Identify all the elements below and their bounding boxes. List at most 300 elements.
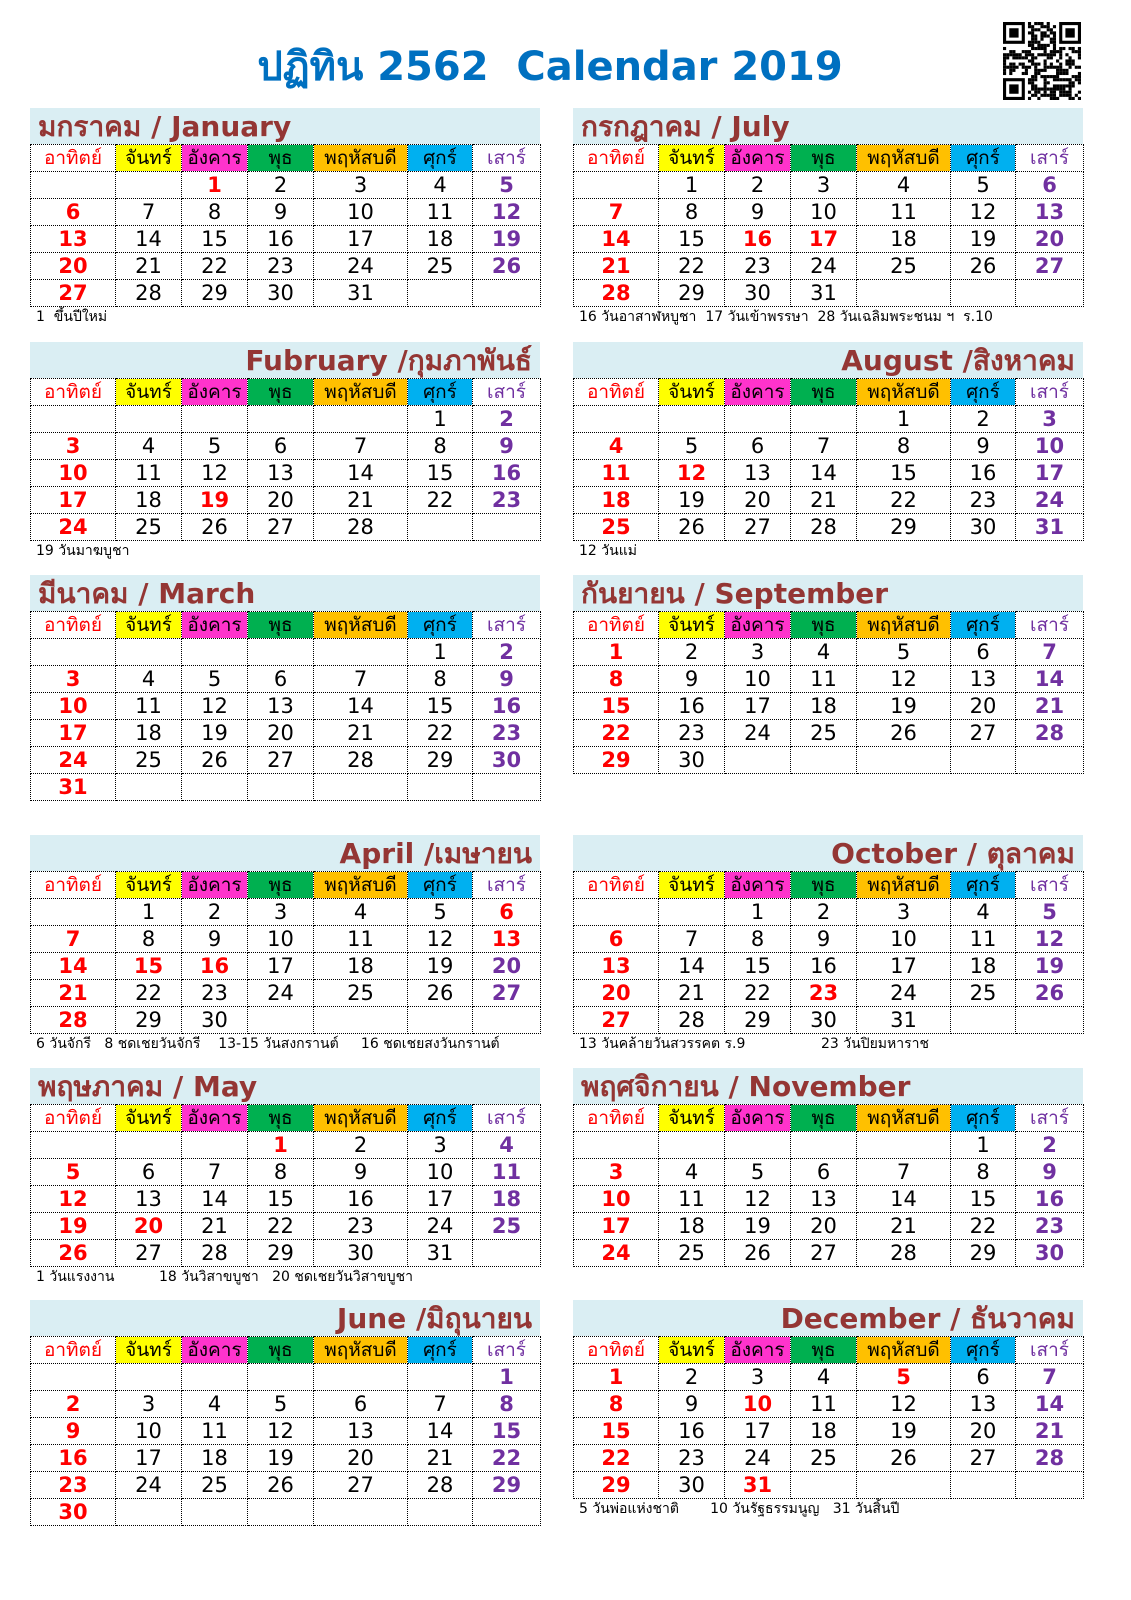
weekday-header: เสาร์ (1016, 872, 1084, 899)
empty-cell (408, 1499, 473, 1526)
day-cell: 11 (857, 199, 951, 226)
day-cell: 18 (857, 226, 951, 253)
empty-cell (31, 1364, 116, 1391)
day-cell: 1 (248, 1132, 314, 1159)
day-cell: 15 (248, 1186, 314, 1213)
weekday-header: พฤหัสบดี (314, 379, 408, 406)
day-cell: 7 (1016, 639, 1084, 666)
empty-cell (248, 1499, 314, 1526)
day-cell: 2 (951, 406, 1016, 433)
day-cell: 6 (116, 1159, 182, 1186)
day-cell: 19 (31, 1213, 116, 1240)
week-row (574, 639, 1084, 666)
day-cell: 12 (951, 199, 1016, 226)
week-row (31, 1159, 541, 1186)
day-cell: 22 (408, 487, 473, 514)
day-cell: 19 (408, 953, 473, 980)
day-cell: 19 (857, 693, 951, 720)
week-row (31, 460, 541, 487)
day-cell: 5 (857, 1364, 951, 1391)
day-cell: 18 (314, 953, 408, 980)
day-cell: 24 (116, 1472, 182, 1499)
day-cell: 31 (857, 1007, 951, 1034)
day-cell: 29 (248, 1240, 314, 1267)
day-cell: 22 (574, 1445, 659, 1472)
day-cell: 26 (857, 720, 951, 747)
day-cell: 25 (182, 1472, 248, 1499)
weekday-header: พุธ (248, 1105, 314, 1132)
day-cell: 6 (248, 433, 314, 460)
weekday-header: อังคาร (725, 1105, 791, 1132)
day-cell: 1 (473, 1364, 541, 1391)
day-cell: 8 (659, 199, 725, 226)
day-cell: 6 (574, 926, 659, 953)
day-cell: 14 (1016, 1391, 1084, 1418)
month-grid (573, 378, 1084, 541)
day-cell: 7 (659, 926, 725, 953)
day-cell: 22 (659, 253, 725, 280)
day-cell: 10 (31, 693, 116, 720)
day-cell: 26 (1016, 980, 1084, 1007)
empty-cell (248, 639, 314, 666)
day-cell: 7 (314, 666, 408, 693)
day-cell: 10 (725, 1391, 791, 1418)
week-row (574, 899, 1084, 926)
day-cell: 9 (31, 1418, 116, 1445)
day-cell: 17 (857, 953, 951, 980)
day-cell: 2 (473, 406, 541, 433)
day-cell: 22 (951, 1213, 1016, 1240)
day-cell: 7 (574, 199, 659, 226)
week-row (574, 406, 1084, 433)
day-cell: 4 (791, 639, 857, 666)
day-cell: 5 (182, 433, 248, 460)
day-cell: 14 (31, 953, 116, 980)
day-cell: 15 (951, 1186, 1016, 1213)
day-cell: 16 (473, 693, 541, 720)
week-row (31, 1499, 541, 1526)
day-cell: 11 (408, 199, 473, 226)
day-cell: 7 (408, 1391, 473, 1418)
empty-cell (574, 172, 659, 199)
day-cell: 27 (248, 514, 314, 541)
day-cell: 11 (574, 460, 659, 487)
day-cell: 2 (182, 899, 248, 926)
month-title: December / ธันวาคม (573, 1300, 1083, 1336)
day-cell: 26 (659, 514, 725, 541)
holiday-note: 1 ขึ้นปีใหม่ (36, 309, 108, 325)
month-grid (573, 1336, 1084, 1499)
empty-cell (857, 280, 951, 307)
empty-cell (857, 1132, 951, 1159)
day-cell: 29 (951, 1240, 1016, 1267)
weekday-header: พุธ (791, 1337, 857, 1364)
day-cell: 24 (1016, 487, 1084, 514)
day-cell: 16 (473, 460, 541, 487)
empty-cell (116, 1499, 182, 1526)
month-grid (573, 144, 1084, 307)
weekday-header: จันทร์ (116, 612, 182, 639)
day-cell: 16 (951, 460, 1016, 487)
qr-code-icon (1003, 22, 1081, 100)
week-row (31, 980, 541, 1007)
day-cell: 7 (1016, 1364, 1084, 1391)
weekday-header: อังคาร (725, 872, 791, 899)
week-row (574, 747, 1084, 774)
day-cell: 11 (473, 1159, 541, 1186)
day-cell: 2 (659, 1364, 725, 1391)
week-row (31, 253, 541, 280)
week-row (31, 1445, 541, 1472)
weekday-header: พฤหัสบดี (857, 379, 951, 406)
empty-cell (791, 406, 857, 433)
day-cell: 1 (408, 406, 473, 433)
weekday-header: พฤหัสบดี (857, 1337, 951, 1364)
day-cell: 26 (857, 1445, 951, 1472)
day-cell: 5 (725, 1159, 791, 1186)
weekday-header: เสาร์ (1016, 379, 1084, 406)
day-cell: 11 (791, 666, 857, 693)
day-cell: 22 (182, 253, 248, 280)
empty-cell (182, 774, 248, 801)
weekday-header: เสาร์ (1016, 1105, 1084, 1132)
day-cell: 17 (248, 953, 314, 980)
day-cell: 28 (314, 747, 408, 774)
day-cell: 1 (116, 899, 182, 926)
day-cell: 12 (31, 1186, 116, 1213)
day-cell: 19 (473, 226, 541, 253)
empty-cell (725, 1132, 791, 1159)
day-cell: 22 (574, 720, 659, 747)
week-row (574, 226, 1084, 253)
day-cell: 3 (31, 666, 116, 693)
month-12 (573, 1300, 1083, 1519)
day-cell: 17 (116, 1445, 182, 1472)
week-row (31, 487, 541, 514)
day-cell: 30 (248, 280, 314, 307)
holiday-note: 1 วันแรงงาน 18 วันวิสาขบูชา 20 ชดเชยวันวิสาขบูชา (36, 1269, 413, 1285)
day-cell: 20 (951, 693, 1016, 720)
day-cell: 8 (574, 666, 659, 693)
weekday-header: อาทิตย์ (31, 145, 116, 172)
month-title: พฤษภาคม / May (30, 1068, 540, 1104)
day-cell: 4 (182, 1391, 248, 1418)
empty-cell (473, 1007, 541, 1034)
day-cell: 2 (725, 172, 791, 199)
week-row (574, 1391, 1084, 1418)
day-cell: 20 (951, 1418, 1016, 1445)
empty-cell (182, 1499, 248, 1526)
day-cell: 15 (574, 1418, 659, 1445)
day-cell: 16 (248, 226, 314, 253)
empty-cell (116, 1132, 182, 1159)
day-cell: 29 (408, 747, 473, 774)
empty-cell (473, 514, 541, 541)
day-cell: 20 (314, 1445, 408, 1472)
day-cell: 12 (659, 460, 725, 487)
day-cell: 25 (791, 1445, 857, 1472)
week-row (574, 280, 1084, 307)
day-cell: 19 (248, 1445, 314, 1472)
day-cell: 6 (1016, 172, 1084, 199)
day-cell: 12 (248, 1418, 314, 1445)
day-cell: 25 (314, 980, 408, 1007)
day-cell: 15 (408, 460, 473, 487)
weekday-header: อาทิตย์ (574, 1105, 659, 1132)
day-cell: 13 (31, 226, 116, 253)
day-cell: 21 (1016, 1418, 1084, 1445)
empty-cell (408, 514, 473, 541)
day-cell: 3 (574, 1159, 659, 1186)
week-row (31, 406, 541, 433)
weekday-header: อาทิตย์ (574, 1337, 659, 1364)
weekday-header: อังคาร (182, 872, 248, 899)
day-cell: 5 (857, 639, 951, 666)
day-cell: 20 (248, 487, 314, 514)
week-row (31, 226, 541, 253)
empty-cell (791, 747, 857, 774)
day-cell: 30 (314, 1240, 408, 1267)
day-cell: 5 (1016, 899, 1084, 926)
day-cell: 30 (659, 1472, 725, 1499)
page-title: ปฏิทิน 2562 Calendar 2019 (257, 44, 843, 90)
day-cell: 20 (473, 953, 541, 980)
day-cell: 15 (408, 693, 473, 720)
day-cell: 18 (408, 226, 473, 253)
empty-cell (473, 1240, 541, 1267)
day-cell: 21 (574, 253, 659, 280)
weekday-header: พุธ (248, 872, 314, 899)
weekday-header: อาทิตย์ (574, 145, 659, 172)
day-cell: 3 (314, 172, 408, 199)
day-cell: 19 (725, 1213, 791, 1240)
day-cell: 24 (574, 1240, 659, 1267)
day-cell: 21 (31, 980, 116, 1007)
weekday-header: จันทร์ (116, 872, 182, 899)
day-cell: 23 (473, 720, 541, 747)
day-cell: 28 (182, 1240, 248, 1267)
week-row (31, 199, 541, 226)
day-cell: 1 (574, 1364, 659, 1391)
day-cell: 16 (725, 226, 791, 253)
weekday-header: ศุกร์ (408, 1337, 473, 1364)
week-row (574, 1007, 1084, 1034)
day-cell: 16 (31, 1445, 116, 1472)
day-cell: 7 (116, 199, 182, 226)
day-cell: 3 (408, 1132, 473, 1159)
weekday-header: พุธ (791, 872, 857, 899)
day-cell: 20 (1016, 226, 1084, 253)
empty-cell (248, 1364, 314, 1391)
holiday-note: 19 วันมาฆบูชา (36, 543, 130, 559)
empty-cell (314, 1364, 408, 1391)
day-cell: 2 (659, 639, 725, 666)
weekday-header: อังคาร (182, 1105, 248, 1132)
weekday-header: อังคาร (182, 612, 248, 639)
weekday-header: จันทร์ (659, 612, 725, 639)
empty-cell (116, 1364, 182, 1391)
weekday-header: พุธ (791, 379, 857, 406)
month-grid (30, 144, 541, 307)
day-cell: 31 (31, 774, 116, 801)
week-row (31, 280, 541, 307)
week-row (574, 953, 1084, 980)
day-cell: 21 (182, 1213, 248, 1240)
day-cell: 7 (314, 433, 408, 460)
month-grid (30, 871, 541, 1034)
day-cell: 5 (248, 1391, 314, 1418)
empty-cell (951, 1007, 1016, 1034)
day-cell: 8 (574, 1391, 659, 1418)
week-row (31, 666, 541, 693)
day-cell: 22 (857, 487, 951, 514)
day-cell: 8 (473, 1391, 541, 1418)
day-cell: 4 (314, 899, 408, 926)
month-grid (30, 1336, 541, 1526)
day-cell: 13 (1016, 199, 1084, 226)
day-cell: 12 (408, 926, 473, 953)
day-cell: 26 (31, 1240, 116, 1267)
day-cell: 10 (408, 1159, 473, 1186)
weekday-header: ศุกร์ (951, 872, 1016, 899)
day-cell: 26 (473, 253, 541, 280)
empty-cell (182, 1364, 248, 1391)
empty-cell (659, 406, 725, 433)
empty-cell (116, 639, 182, 666)
day-cell: 30 (31, 1499, 116, 1526)
day-cell: 8 (248, 1159, 314, 1186)
day-cell: 10 (31, 460, 116, 487)
week-row (31, 1240, 541, 1267)
empty-cell (116, 172, 182, 199)
day-cell: 16 (791, 953, 857, 980)
day-cell: 12 (1016, 926, 1084, 953)
weekday-header: ศุกร์ (408, 145, 473, 172)
day-cell: 23 (659, 1445, 725, 1472)
day-cell: 17 (314, 226, 408, 253)
weekday-header: พุธ (791, 1105, 857, 1132)
month-4 (30, 835, 540, 1054)
empty-cell (473, 1499, 541, 1526)
day-cell: 6 (951, 639, 1016, 666)
day-cell: 6 (31, 199, 116, 226)
weekday-header: จันทร์ (116, 1105, 182, 1132)
empty-cell (659, 1132, 725, 1159)
day-cell: 5 (182, 666, 248, 693)
day-cell: 24 (314, 253, 408, 280)
empty-cell (951, 747, 1016, 774)
empty-cell (116, 774, 182, 801)
day-cell: 18 (659, 1213, 725, 1240)
day-cell: 24 (857, 980, 951, 1007)
day-cell: 31 (791, 280, 857, 307)
day-cell: 9 (314, 1159, 408, 1186)
weekday-header: อังคาร (182, 145, 248, 172)
weekday-header: อังคาร (725, 1337, 791, 1364)
day-cell: 2 (314, 1132, 408, 1159)
week-row (31, 953, 541, 980)
day-cell: 24 (725, 1445, 791, 1472)
day-cell: 24 (725, 720, 791, 747)
day-cell: 15 (182, 226, 248, 253)
day-cell: 27 (116, 1240, 182, 1267)
day-cell: 28 (314, 514, 408, 541)
week-row (574, 666, 1084, 693)
empty-cell (574, 1132, 659, 1159)
day-cell: 17 (725, 1418, 791, 1445)
empty-cell (182, 406, 248, 433)
empty-cell (248, 774, 314, 801)
day-cell: 10 (1016, 433, 1084, 460)
day-cell: 26 (951, 253, 1016, 280)
day-cell: 24 (31, 514, 116, 541)
day-cell: 1 (951, 1132, 1016, 1159)
weekday-header: พุธ (248, 1337, 314, 1364)
day-cell: 16 (182, 953, 248, 980)
day-cell: 4 (574, 433, 659, 460)
week-row (574, 514, 1084, 541)
day-cell: 3 (116, 1391, 182, 1418)
week-row (574, 460, 1084, 487)
week-row (31, 433, 541, 460)
day-cell: 17 (31, 487, 116, 514)
day-cell: 19 (182, 720, 248, 747)
empty-cell (408, 280, 473, 307)
day-cell: 1 (182, 172, 248, 199)
week-row (31, 1186, 541, 1213)
day-cell: 13 (791, 1186, 857, 1213)
day-cell: 8 (951, 1159, 1016, 1186)
week-row (31, 514, 541, 541)
week-row (31, 747, 541, 774)
day-cell: 9 (725, 199, 791, 226)
day-cell: 20 (574, 980, 659, 1007)
day-cell: 9 (951, 433, 1016, 460)
day-cell: 11 (182, 1418, 248, 1445)
month-title: October / ตุลาคม (573, 835, 1083, 871)
day-cell: 28 (1016, 1445, 1084, 1472)
day-cell: 12 (857, 1391, 951, 1418)
day-cell: 2 (473, 639, 541, 666)
day-cell: 27 (951, 720, 1016, 747)
week-row (574, 1213, 1084, 1240)
empty-cell (791, 1132, 857, 1159)
weekday-header: ศุกร์ (951, 612, 1016, 639)
weekday-header: จันทร์ (116, 145, 182, 172)
day-cell: 20 (725, 487, 791, 514)
day-cell: 10 (314, 199, 408, 226)
empty-cell (725, 747, 791, 774)
day-cell: 27 (791, 1240, 857, 1267)
day-cell: 29 (182, 280, 248, 307)
empty-cell (182, 639, 248, 666)
weekday-header: ศุกร์ (951, 1337, 1016, 1364)
holiday-note: 16 วันอาสาฬหบูชา 17 วันเข้าพรรษา 28 วันเฉลิมพระชนม ฯ ร.10 (579, 309, 993, 325)
day-cell: 17 (574, 1213, 659, 1240)
day-cell: 28 (659, 1007, 725, 1034)
day-cell: 10 (857, 926, 951, 953)
day-cell: 9 (791, 926, 857, 953)
day-cell: 30 (791, 1007, 857, 1034)
day-cell: 3 (31, 433, 116, 460)
day-cell: 23 (791, 980, 857, 1007)
day-cell: 28 (31, 1007, 116, 1034)
month-title: กรกฎาคม / July (573, 108, 1083, 144)
day-cell: 21 (408, 1445, 473, 1472)
weekday-header: พฤหัสบดี (857, 612, 951, 639)
day-cell: 29 (116, 1007, 182, 1034)
day-cell: 18 (473, 1186, 541, 1213)
